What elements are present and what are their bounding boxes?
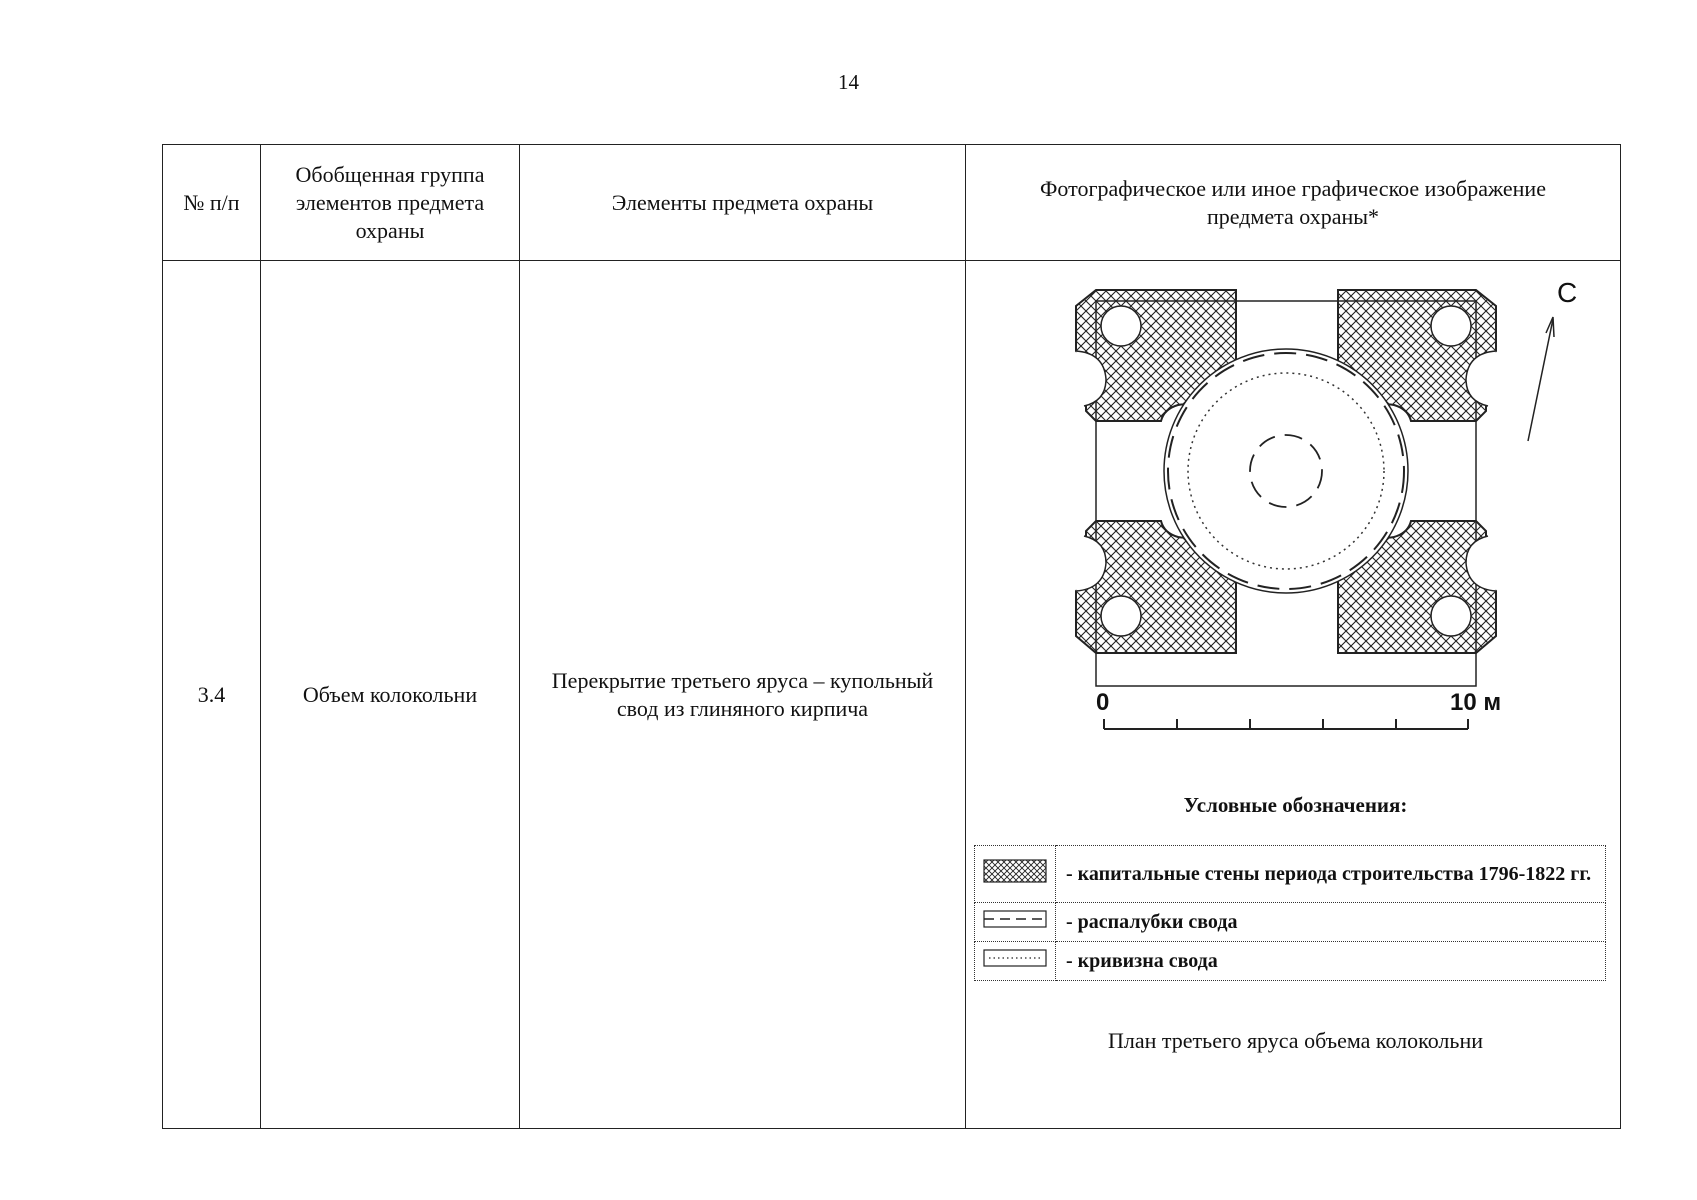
row-element-cell <box>520 261 966 1129</box>
legend-row <box>975 942 1606 981</box>
legend-row <box>975 903 1606 942</box>
legend-text: - капитальные стены периода строительства 1796-1822 гг. <box>1056 846 1606 903</box>
legend-table <box>974 845 1606 981</box>
header-elements-label: Элементы предмета охраны <box>611 189 874 215</box>
scale-bar <box>1104 719 1468 729</box>
legend-symbol-cell <box>975 846 1056 903</box>
dashed-line-icon <box>983 909 1047 929</box>
row-graphic-cell <box>966 261 1621 1129</box>
legend-symbol-cell <box>975 942 1056 981</box>
header-image <box>966 145 1621 261</box>
header-number-label: № п/п <box>183 189 240 215</box>
plan-drawing <box>966 261 1625 1127</box>
row-group-cell <box>261 261 520 1129</box>
plan-dome-outer <box>1164 349 1408 593</box>
header-group-label: Обобщенная группа элементов предмета охраны <box>295 161 485 243</box>
protection-table <box>162 144 1621 1129</box>
row-group: Объем колокольни <box>302 681 478 707</box>
row-number-cell <box>163 261 261 1129</box>
legend-title: Условные обозначения: <box>1183 793 1408 817</box>
north-arrow-icon <box>1528 317 1554 441</box>
crosshatch-icon <box>983 859 1047 883</box>
header-image-label: Фотографическое или иное графическое изображение предмета охраны* <box>1040 175 1546 229</box>
plan-niche-se <box>1431 596 1471 636</box>
row-number: 3.4 <box>197 681 226 707</box>
plan-niche-ne <box>1431 306 1471 346</box>
legend-row <box>975 846 1606 903</box>
row-element: Перекрытие третьего яруса – купольный свод из глиняного кирпича <box>551 667 934 721</box>
plan-niche-sw <box>1101 596 1141 636</box>
scale-start-label: 0 <box>1096 689 1110 716</box>
legend-text: - кривизна свода <box>1056 942 1606 981</box>
legend-symbol-cell <box>975 903 1056 942</box>
dotted-line-icon <box>983 948 1047 968</box>
header-group <box>261 145 520 261</box>
scale-end-label: 10 м <box>1450 689 1502 716</box>
north-label: С <box>1557 277 1578 308</box>
drawing-caption: План третьего яруса объема колокольни <box>1108 1028 1483 1053</box>
floor-plan-svg <box>966 261 1625 1127</box>
page-number: 14 <box>838 70 859 94</box>
table-header-row <box>163 145 1621 261</box>
plan-niche-nw <box>1101 306 1141 346</box>
header-number <box>163 145 261 261</box>
legend-text: - распалубки свода <box>1056 903 1606 942</box>
header-elements <box>520 145 966 261</box>
table-row <box>163 261 1621 1129</box>
